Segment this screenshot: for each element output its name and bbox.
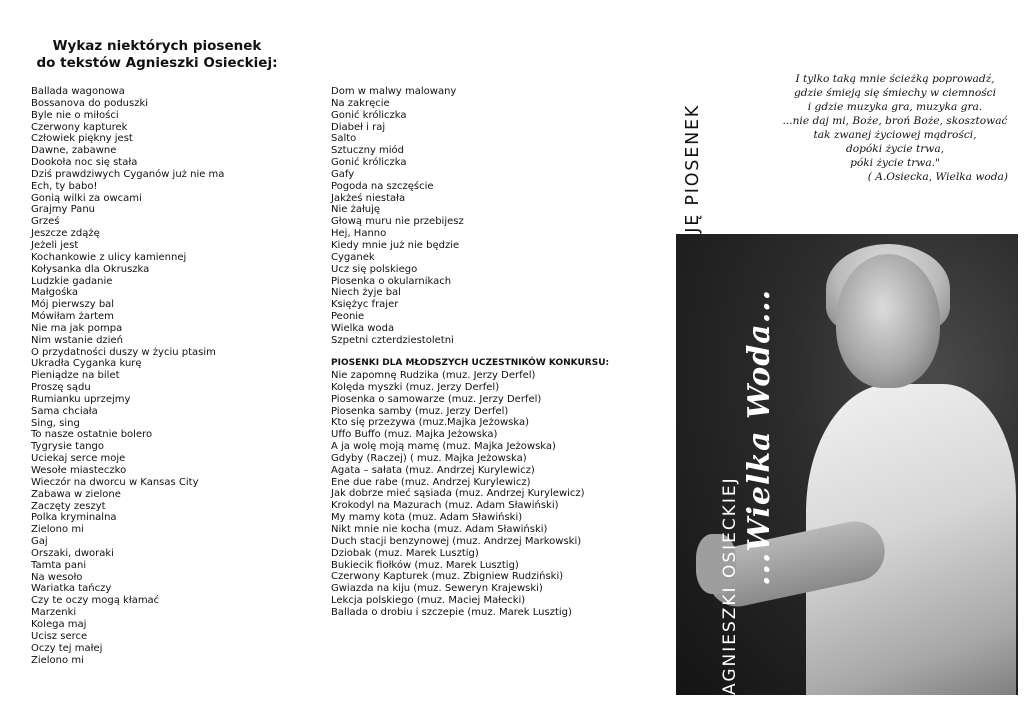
portrait-photo: [676, 234, 1018, 695]
list-item: Jakżeś niestała: [331, 192, 406, 204]
list-item: Dziobak (muz. Marek Lusztig): [331, 547, 479, 559]
list-item: Zielono mi: [31, 654, 84, 666]
list-item: Zaczęty zeszyt: [31, 500, 106, 512]
quote-line: dopóki życie trwa,: [845, 143, 945, 155]
list-item: Ech, ty babo!: [31, 180, 98, 192]
list-item: Gdyby (Raczej) ( muz. Majka Jeżowska): [331, 452, 527, 464]
list-item: Byle nie o miłości: [31, 109, 119, 121]
list-item: Grajmy Panu: [31, 204, 95, 216]
list-item: Czerwony kapturek: [31, 121, 128, 133]
list-item: Kochankowie z ulicy kamiennej: [31, 251, 187, 263]
quote-attribution: ( A.Osiecka, Wielka woda): [867, 171, 1008, 183]
list-item: Tygrysie tango: [31, 441, 105, 453]
title-line-1: Wykaz niektórych piosenek: [52, 38, 262, 54]
list-item: Salto: [331, 133, 357, 145]
list-item: Jak dobrze mieć sąsiada (muz. Andrzej Kurylewicz): [331, 488, 585, 500]
list-item: Niech żyje bal: [331, 287, 401, 299]
list-item: Nie zapomnę Rudzika (muz. Jerzy Derfel): [331, 370, 536, 381]
list-item: Pieniądze na bilet: [31, 370, 120, 382]
list-item: Lekcja polskiego (muz. Maciej Małecki): [331, 595, 526, 607]
list-item: Rumianku uprzejmy: [31, 393, 131, 405]
list-item: Jeżeli jest: [31, 239, 79, 251]
list-item: Nie żałuję: [331, 204, 381, 216]
list-item: Na zakręcie: [331, 97, 390, 109]
list-item: Nikt mnie nie kocha (muz. Adam Sławiński): [331, 523, 548, 535]
list-item: Kołysanka dla Okruszka: [31, 263, 150, 275]
list-item: Wesołe miasteczko: [31, 465, 127, 476]
photo-figure-face: [836, 254, 940, 388]
list-item: Wariatka tańczy: [31, 583, 112, 595]
quote-lines: [770, 72, 1020, 170]
list-item: Jeszcze zdążę: [31, 228, 100, 240]
cover-event-title: ...Wielka Woda...: [742, 288, 777, 586]
song-list-column-2: [331, 86, 464, 347]
list-item: Wieczór na dworcu w Kansas City: [31, 476, 199, 488]
list-item: Polka kryminalna: [31, 512, 117, 524]
list-item: Gonić króliczka: [331, 109, 407, 121]
list-item: Szpetni czterdziestoletni: [331, 334, 454, 346]
list-item: Dookoła noc się stała: [31, 157, 138, 169]
quote-line: póki życie trwa.": [850, 157, 940, 169]
song-list-column-1: [31, 86, 224, 666]
list-item: Piosenka o okularnikach: [331, 275, 452, 287]
list-item: Ukradła Cyganka kurę: [31, 358, 142, 370]
quote-block: [770, 72, 1020, 184]
list-item: Hej, Hanno: [331, 228, 387, 240]
list-item: Mój pierwszy bal: [31, 299, 115, 311]
list-item: Sama chciała: [31, 405, 98, 417]
list-item: Głową muru nie przebijesz: [331, 216, 464, 228]
list-item: Krokodyl na Mazurach (muz. Adam Sławiński): [331, 500, 559, 512]
list-item: Orszaki, dworaki: [31, 547, 114, 559]
young-participants-heading: PIOSENKI DLA MŁODSZYCH UCZESTNIKÓW KONKURSU:: [331, 358, 610, 368]
list-item: Uciekaj serce moje: [31, 453, 126, 465]
list-item: Dawne, zabawne: [31, 145, 117, 157]
list-item: Piosenka samby (muz. Jerzy Derfel): [331, 405, 509, 417]
list-item: Ene due rabe (muz. Andrzej Kurylewicz): [331, 476, 531, 488]
list-item: Agata – sałata (muz. Andrzej Kurylewicz): [331, 464, 535, 476]
title-line-2: do tekstów Agnieszki Osieckiej:: [36, 55, 278, 71]
list-item: Sztuczny miód: [331, 145, 405, 157]
list-item: Wielka woda: [331, 322, 395, 334]
list-item: Kiedy mnie już nie będzie: [331, 239, 460, 251]
quote-line: ...nie daj mi, Boże, broń Boże, skosztować: [782, 115, 1008, 127]
list-item: Grześ: [31, 216, 60, 228]
list-item: Gaj: [31, 536, 48, 548]
list-item: Proszę sądu: [31, 382, 91, 394]
list-item: Marzenki: [31, 607, 77, 619]
list-item: Człowiek piękny jest: [31, 133, 133, 145]
list-item: Ballada o drobiu i szczepie (muz. Marek Lusztig): [331, 606, 572, 618]
quote-line: I tylko taką mnie ścieżką poprowadź,: [795, 73, 995, 85]
list-item: Ludzkie gadanie: [31, 275, 113, 287]
list-item: Ucz się polskiego: [331, 263, 418, 275]
list-item: Bossanova do poduszki: [31, 97, 149, 109]
list-item: Kto się przezywa (muz.Majka Jeżowska): [331, 417, 529, 429]
quote-line: gdzie śmieją się śmiechy w ciemności: [793, 87, 997, 99]
list-title: [32, 38, 282, 72]
photo-figure-hand: [696, 534, 736, 594]
list-item: Na wesoło: [31, 571, 83, 583]
list-item: Gafy: [331, 168, 355, 180]
list-item: Oczy tej małej: [31, 642, 103, 654]
list-item: Mówiłam żartem: [31, 311, 114, 323]
list-item: Duch stacji benzynowej (muz. Andrzej Markowski): [331, 535, 582, 547]
list-item: Piosenka o samowarze (muz. Jerzy Derfel): [331, 393, 542, 405]
list-item: Dziś prawdziwych Cyganów już nie ma: [31, 168, 225, 180]
list-item: A ja wolę moją mamę (muz. Majka Jeżowska): [331, 441, 556, 453]
list-item: Gonią wilki za owcami: [31, 192, 142, 204]
list-item: Ballada wagonowa: [31, 86, 125, 97]
list-item: Pogoda na szczęście: [331, 180, 434, 192]
list-item: Ucisz serce: [31, 630, 88, 642]
list-item: Gonić króliczka: [331, 157, 407, 169]
list-item: Dom w malwy malowany: [331, 86, 457, 97]
cover-author-name: AGNIESZKI OSIECKIEJ: [720, 476, 740, 695]
list-item: Czy te oczy mogą kłamać: [31, 595, 160, 607]
list-item: To nasze ostatnie bolero: [31, 429, 153, 441]
list-item: Zabawa w zielone: [31, 488, 121, 500]
list-item: Czerwony Kapturek (muz. Zbigniew Rudziński): [331, 571, 564, 583]
list-item: Małgośka: [31, 287, 79, 299]
list-item: Nie ma jak pompa: [31, 322, 123, 334]
list-item: Bukiecik fiołków (muz. Marek Lusztig): [331, 559, 519, 571]
list-item: Księżyc frajer: [331, 299, 399, 311]
list-item: Kolęda myszki (muz. Jerzy Derfel): [331, 381, 500, 393]
quote-line: tak zwanej życiowej mądrości,: [813, 129, 977, 141]
list-item: Sing, sing: [31, 417, 80, 429]
list-item: Peonie: [331, 311, 365, 323]
list-item: Tamta pani: [31, 559, 87, 571]
list-item: My mamy kota (muz. Adam Sławiński): [331, 512, 523, 524]
quote-line: i gdzie muzyka gra, muzyka gra.: [807, 101, 983, 113]
list-item: Gwiazda na kiju (muz. Seweryn Krajewski): [331, 583, 543, 595]
list-item: Cyganek: [331, 251, 375, 263]
list-item: Diabeł i raj: [331, 121, 386, 133]
list-item: Zielono mi: [31, 524, 84, 536]
song-list-young: [331, 370, 585, 619]
list-item: Uffo Buffo (muz. Majka Jeżowska): [331, 429, 498, 441]
list-item: O przydatności duszy w życiu ptasim: [31, 346, 216, 358]
list-item: Kolega maj: [31, 618, 87, 630]
list-item: Nim wstanie dzień: [31, 334, 123, 346]
